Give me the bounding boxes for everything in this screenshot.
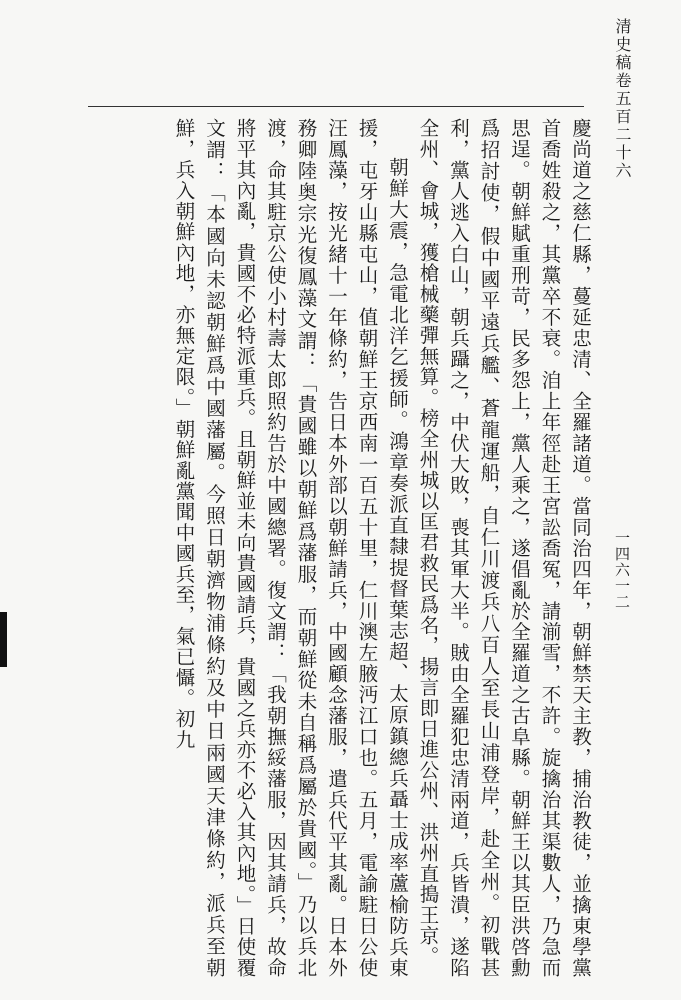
running-header: 清史稿卷五百二十六: [613, 18, 632, 180]
page-number: 一四六一二: [613, 530, 631, 610]
paragraph-1: 慶尚道之慈仁縣，蔓延忠清、全羅諸道。當同治四年，朝鮮禁天主教，捕治教徒，並擒東學黨首喬姓殺之，其黨卒不衰。洎上年徑赴王宮訟喬冤，請湔雪，不許。旋擒治其渠數人，乃急而思逞。朝鮮賦重刑苛，民多怨上，黨人乘之，遂倡亂於全羅道之古阜縣。朝鮮王以其臣洪啓勳爲招討使，假中國平遠兵艦、蒼龍運船，自仁川渡兵八百人至長山浦登岸，赴全州。初戰甚利，黨人逃入白山，朝兵躡之，中伏大敗，喪其軍大半。賊由全羅犯忠清兩道，兵皆潰，遂陷全州、會城，獲槍械藥彈無算。榜全州城以匡君救民爲名，揚言即日進公州、洪州直搗王京。: [416, 118, 592, 978]
body-text: [75, 118, 595, 978]
binding-margin-mark: [0, 612, 7, 667]
header-rule: [88, 106, 584, 107]
paragraph-2: 朝鮮大震，急電北洋乞援師。鴻章奏派直隸提督葉志超、太原鎮總兵聶士成率蘆榆防兵東援，屯牙山縣屯山，值朝鮮王京西南一百五十里，仁川澳左腋沔江口也。五月，電諭駐日公使汪鳳藻，按光緒十一年條約，告日本外部以朝鮮請兵，中國顧念藩服，遣兵代平其亂。日本外務卿陸奥宗光復鳳藻文謂：「貴國雖以朝鮮爲藩服，而朝鮮從未自稱爲屬於貴國。」乃以兵北渡，命其駐京公使小村壽太郎照約告於中國總署。復文謂：「我朝撫綏藩服，因其請兵，故命將平其內亂，貴國不必特派重兵。且朝鮮並未向貴國請兵，貴國之兵亦不必入其內地。」日使覆文謂：「本國向未認朝鮮爲中國藩屬。今照日朝濟物浦條約及中日兩國天津條約，派兵至朝鮮，兵入朝鮮內地，亦無定限。」朝鮮亂黨聞中國兵至，氣已懾。初九: [172, 118, 409, 978]
